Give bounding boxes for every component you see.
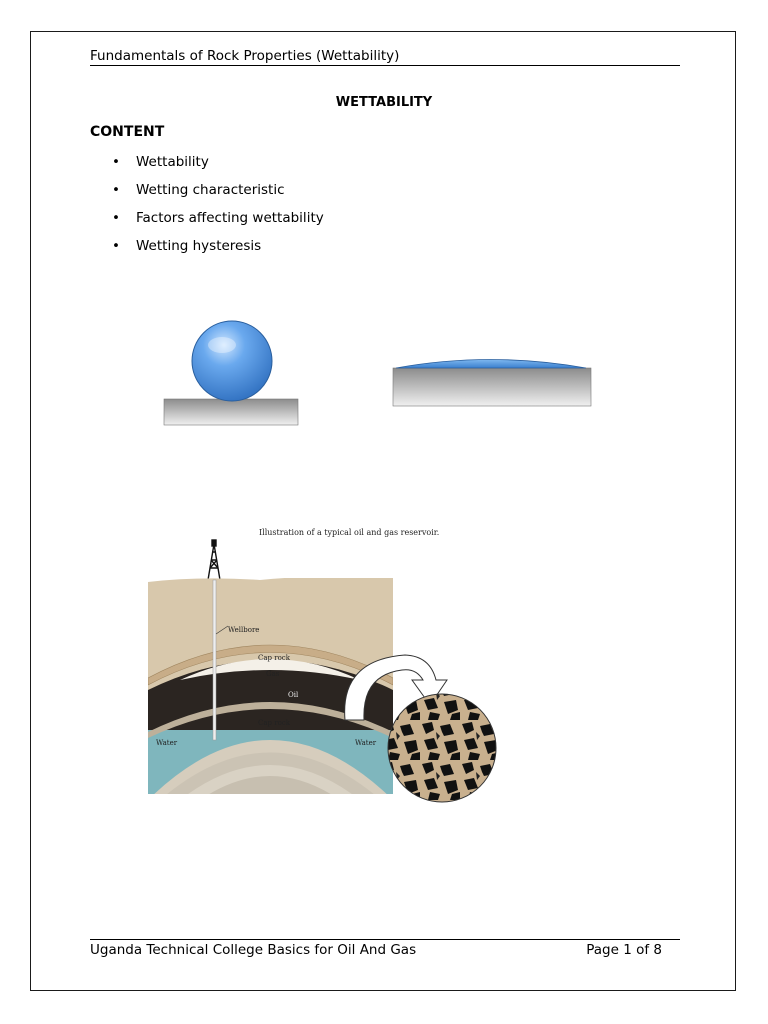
list-item [112, 154, 324, 182]
label-oil: Oil [288, 691, 299, 699]
label-water-left: Water [156, 739, 178, 747]
figure-caption: Illustration of a typical oil and gas reservoir. [259, 528, 440, 537]
page-header: Fundamentals of Rock Properties (Wettability) [90, 48, 680, 66]
wetting-droplet-figure [160, 315, 600, 430]
bullet-icon: • [112, 238, 120, 254]
label-cap-rock-top: Cap rock [258, 654, 290, 662]
droplet-film [396, 360, 586, 369]
list-item [112, 182, 324, 210]
reservoir-illustration [140, 520, 510, 820]
bullet-icon: • [112, 154, 120, 170]
rock-surface-right [393, 368, 591, 406]
page-title: WETTABILITY [335, 95, 433, 110]
pore-closeup [388, 694, 496, 802]
bullet-icon: • [112, 210, 120, 226]
label-water-right: Water [355, 739, 377, 747]
label-cap-rock-bottom: Cap rock [258, 719, 290, 727]
label-wellbore: Wellbore [228, 626, 260, 634]
list-item [112, 210, 324, 238]
list-item [112, 238, 324, 266]
droplet-sphere [192, 321, 272, 401]
rock-surface-left [164, 399, 298, 425]
footer-left: Uganda Technical College Basics for Oil And Gas [90, 942, 417, 958]
list-item-text: Wetting hysteresis [136, 238, 262, 254]
list-item-text: Wettability [136, 154, 209, 170]
drilling-rig-icon [204, 540, 224, 580]
content-list [112, 154, 324, 266]
list-item-text: Wetting characteristic [136, 182, 285, 198]
list-item-text: Factors affecting wettability [136, 210, 324, 226]
bullet-icon: • [112, 182, 120, 198]
label-gas: Gas [266, 670, 280, 678]
page-number: Page 1 of 8 [586, 942, 662, 958]
wellbore [213, 580, 216, 740]
page-footer [90, 939, 680, 958]
content-heading: CONTENT [90, 124, 165, 140]
